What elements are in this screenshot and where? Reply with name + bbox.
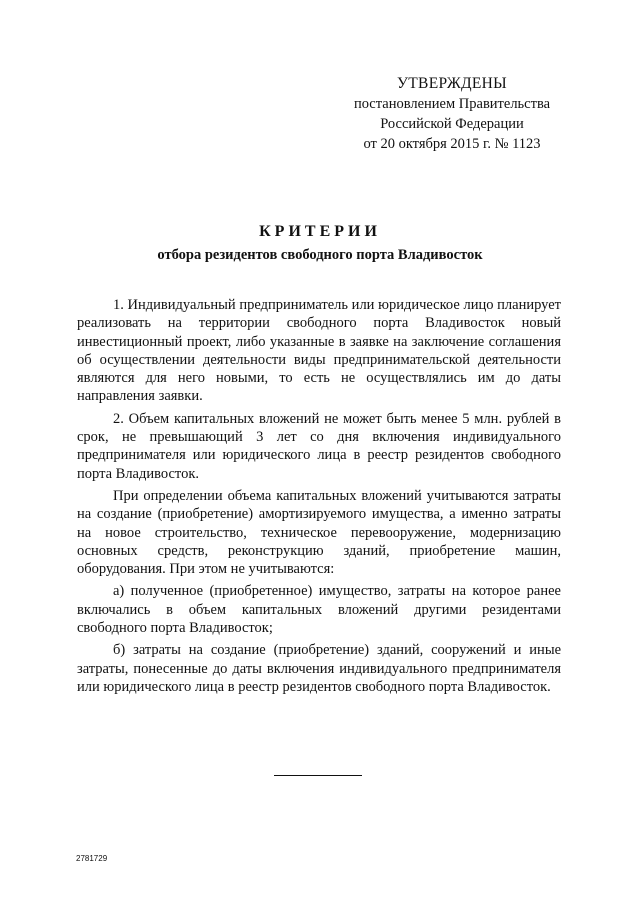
approval-line-2: Российской Федерации — [380, 116, 524, 132]
document-title: КРИТЕРИИ — [259, 223, 381, 240]
paragraph-1: 1. Индивидуальный предприниматель или юридическое лицо планирует реализовать на территории свободного порта Владивосток новый инвестиционный проект, либо указанные в заявке на заключение соглашения об осуществлении деятельности виды предпринимательской деятельности являются для него новыми, то есть не осуществлялись им до даты направления заявки. — [77, 297, 561, 405]
paragraph-5: б) затраты на создание (приобретение) зданий, сооружений и иные затраты, понесенные до даты включения индивидуального предпринимателя или юридического лица в реестр резидентов свободного порта Владивосток. — [77, 642, 561, 695]
approval-heading: УТВЕРЖДЕНЫ — [397, 75, 507, 92]
end-divider — [274, 775, 362, 776]
paragraph-2: 2. Объем капитальных вложений не может быть менее 5 млн. рублей в срок, не превышающий 3 лет со дня включения индивидуального предпринимателя или юридического лица в реестр резидентов свободного порта Владивосток. — [77, 410, 561, 482]
document-body — [77, 296, 561, 700]
approval-line-3: от 20 октября 2015 г. № 1123 — [363, 136, 541, 152]
paragraph-3: При определении объема капитальных вложений учитываются затраты на создание (приобретение) амортизируемого имущества, а именно затраты на новое строительство, техническое перевооружение, модернизацию основных средств, реконструкцию зданий, приобретение машин, оборудования. При этом не учитываются: — [77, 487, 561, 578]
paragraph-4: а) полученное (приобретенное) имущество, затраты на которое ранее включались в объем капитальных вложений другими резидентами свободного порта Владивосток; — [77, 583, 561, 637]
approval-line-1: постановлением Правительства — [353, 96, 551, 112]
document-number: 2781729 — [76, 854, 108, 863]
approval-block — [342, 74, 562, 154]
document-subtitle: отбора резидентов свободного порта Владивосток — [157, 247, 483, 263]
